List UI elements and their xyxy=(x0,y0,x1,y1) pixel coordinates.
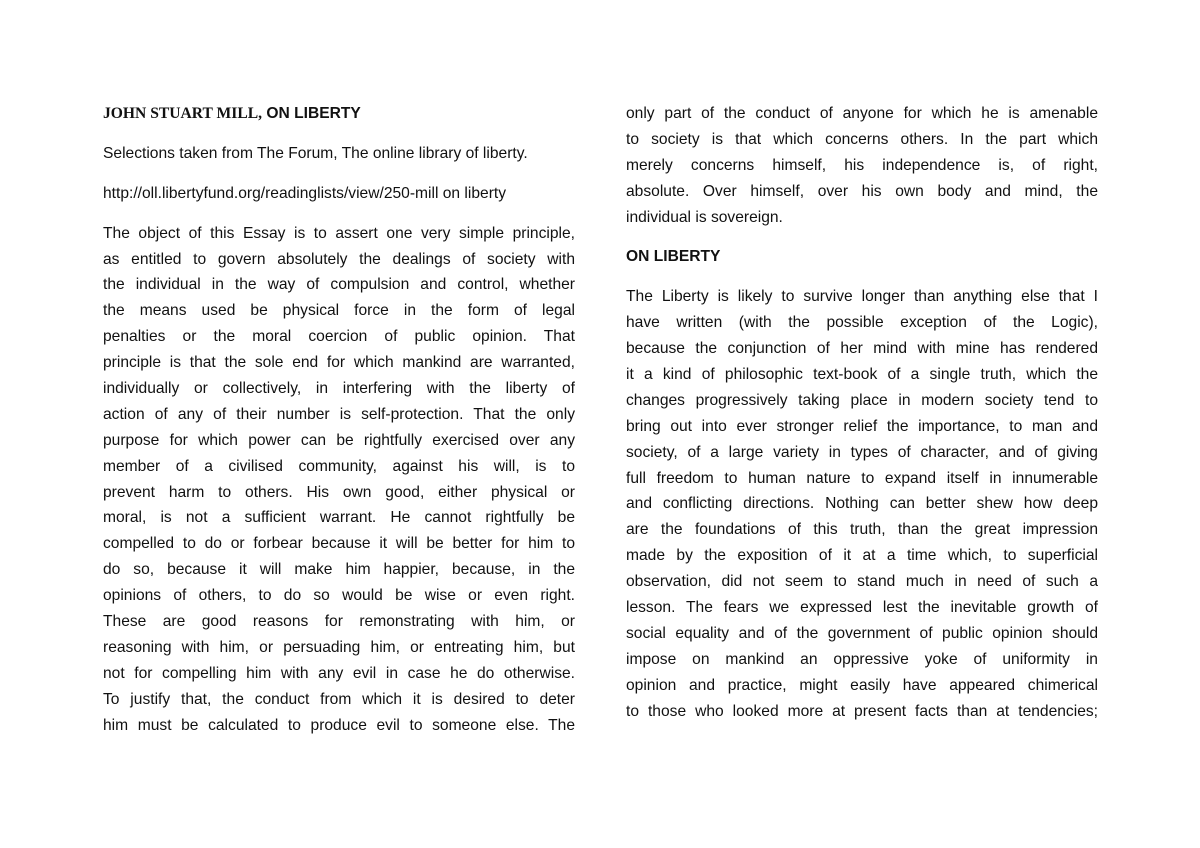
paragraph-line: observation, did not seem to stand much in need of such a xyxy=(626,573,1098,591)
spacer xyxy=(103,127,575,141)
paragraph-line: individual is sovereign. xyxy=(626,208,783,226)
paragraph-line: society, of a large variety in types of character, and of giving xyxy=(626,443,1098,461)
title-work: ON LIBERTY xyxy=(266,105,361,122)
paragraph-line: made by the exposition of it at a time which, to superficial xyxy=(626,547,1098,565)
section-heading: ON LIBERTY xyxy=(626,248,721,266)
paragraph-line: the means used be physical force in the form of legal xyxy=(103,302,575,320)
spacer xyxy=(626,270,1098,284)
paragraph-line: prevent harm to others. His own good, either physical or xyxy=(103,483,575,501)
paragraph-line: compelled to do or forbear because it will be better for him to xyxy=(103,535,575,553)
paragraph-line: have written (with the possible exception of the Logic), xyxy=(626,314,1098,332)
paragraph-line: are the foundations of this truth, than the great impression xyxy=(626,521,1098,539)
paragraph-line: individually or collectively, in interfering with the liberty of xyxy=(103,380,575,398)
paragraph-line: The object of this Essay is to assert one very simple principle, xyxy=(103,224,575,242)
paragraph-line: To justify that, the conduct from which it is desired to deter xyxy=(103,690,575,708)
paragraph-line: the individual in the way of compulsion and control, whether xyxy=(103,276,575,294)
source-note: Selections taken from The Forum, The online library of liberty. xyxy=(103,144,528,162)
paragraph-line: him must be calculated to produce evil to someone else. The xyxy=(103,716,575,734)
paragraph-line: action of any of their number is self-protection. That the only xyxy=(103,405,575,423)
paragraph-line: impose on mankind an oppressive yoke of uniformity in xyxy=(626,650,1098,668)
paragraph-line: opinions of others, to do so would be wise or even right. xyxy=(103,587,575,605)
paragraph-line: do so, because it will make him happier, because, in the xyxy=(103,561,575,579)
left-column xyxy=(103,101,575,738)
paragraph-line: to society is that which concerns others. In the part which xyxy=(626,130,1098,148)
title-author: JOHN STUART MILL, xyxy=(103,105,263,122)
continuation-paragraph xyxy=(626,101,1098,230)
paragraph-line: social equality and of the government of public opinion should xyxy=(626,624,1098,642)
paragraph-line: not for compelling him with any evil in case he do otherwise. xyxy=(103,664,575,682)
source-url: http://oll.libertyfund.org/readinglists/view/250-mill on liberty xyxy=(103,184,507,202)
left-paragraph xyxy=(103,221,575,739)
paragraph-line: purpose for which power can be rightfully exercised over any xyxy=(103,431,575,449)
paragraph-line: penalties or the moral coercion of public opinion. That xyxy=(103,328,575,346)
paragraph-line: lesson. The fears we expressed lest the inevitable growth of xyxy=(626,599,1098,617)
paragraph-line: merely concerns himself, his independence is, of right, xyxy=(626,156,1098,174)
spacer xyxy=(626,230,1098,244)
right-paragraph xyxy=(626,284,1098,724)
paragraph-line: reasoning with him, or persuading him, or entreating him, but xyxy=(103,638,575,656)
spacer xyxy=(103,167,575,181)
paragraph-line: The Liberty is likely to survive longer than anything else that I xyxy=(626,288,1098,306)
paragraph-line: changes progressively taking place in modern society tend to xyxy=(626,391,1098,409)
spacer xyxy=(103,207,575,221)
right-column xyxy=(626,101,1098,724)
paragraph-line: because the conjunction of her mind with mine has rendered xyxy=(626,340,1098,358)
page-title xyxy=(103,101,575,127)
paragraph-line: These are good reasons for remonstrating with him, or xyxy=(103,613,575,631)
paragraph-line: moral, is not a sufficient warrant. He cannot rightfully be xyxy=(103,509,575,527)
paragraph-line: member of a civilised community, against his will, is to xyxy=(103,457,575,475)
paragraph-line: bring out into ever stronger relief the importance, to man and xyxy=(626,417,1098,435)
paragraph-line: only part of the conduct of anyone for which he is amenable xyxy=(626,105,1098,122)
paragraph-line: opinion and practice, might easily have appeared chimerical xyxy=(626,676,1098,694)
paragraph-line: as entitled to govern absolutely the dealings of society with xyxy=(103,250,575,268)
paragraph-line: absolute. Over himself, over his own body and mind, the xyxy=(626,182,1098,200)
paragraph-line: to those who looked more at present facts than at tendencies; xyxy=(626,702,1098,720)
paragraph-line: and conflicting directions. Nothing can better shew how deep xyxy=(626,495,1098,513)
paragraph-line: principle is that the sole end for which mankind are warranted, xyxy=(103,354,575,372)
paragraph-line: full freedom to human nature to expand itself in innumerable xyxy=(626,469,1098,487)
paragraph-line: it a kind of philosophic text-book of a single truth, which the xyxy=(626,366,1098,384)
